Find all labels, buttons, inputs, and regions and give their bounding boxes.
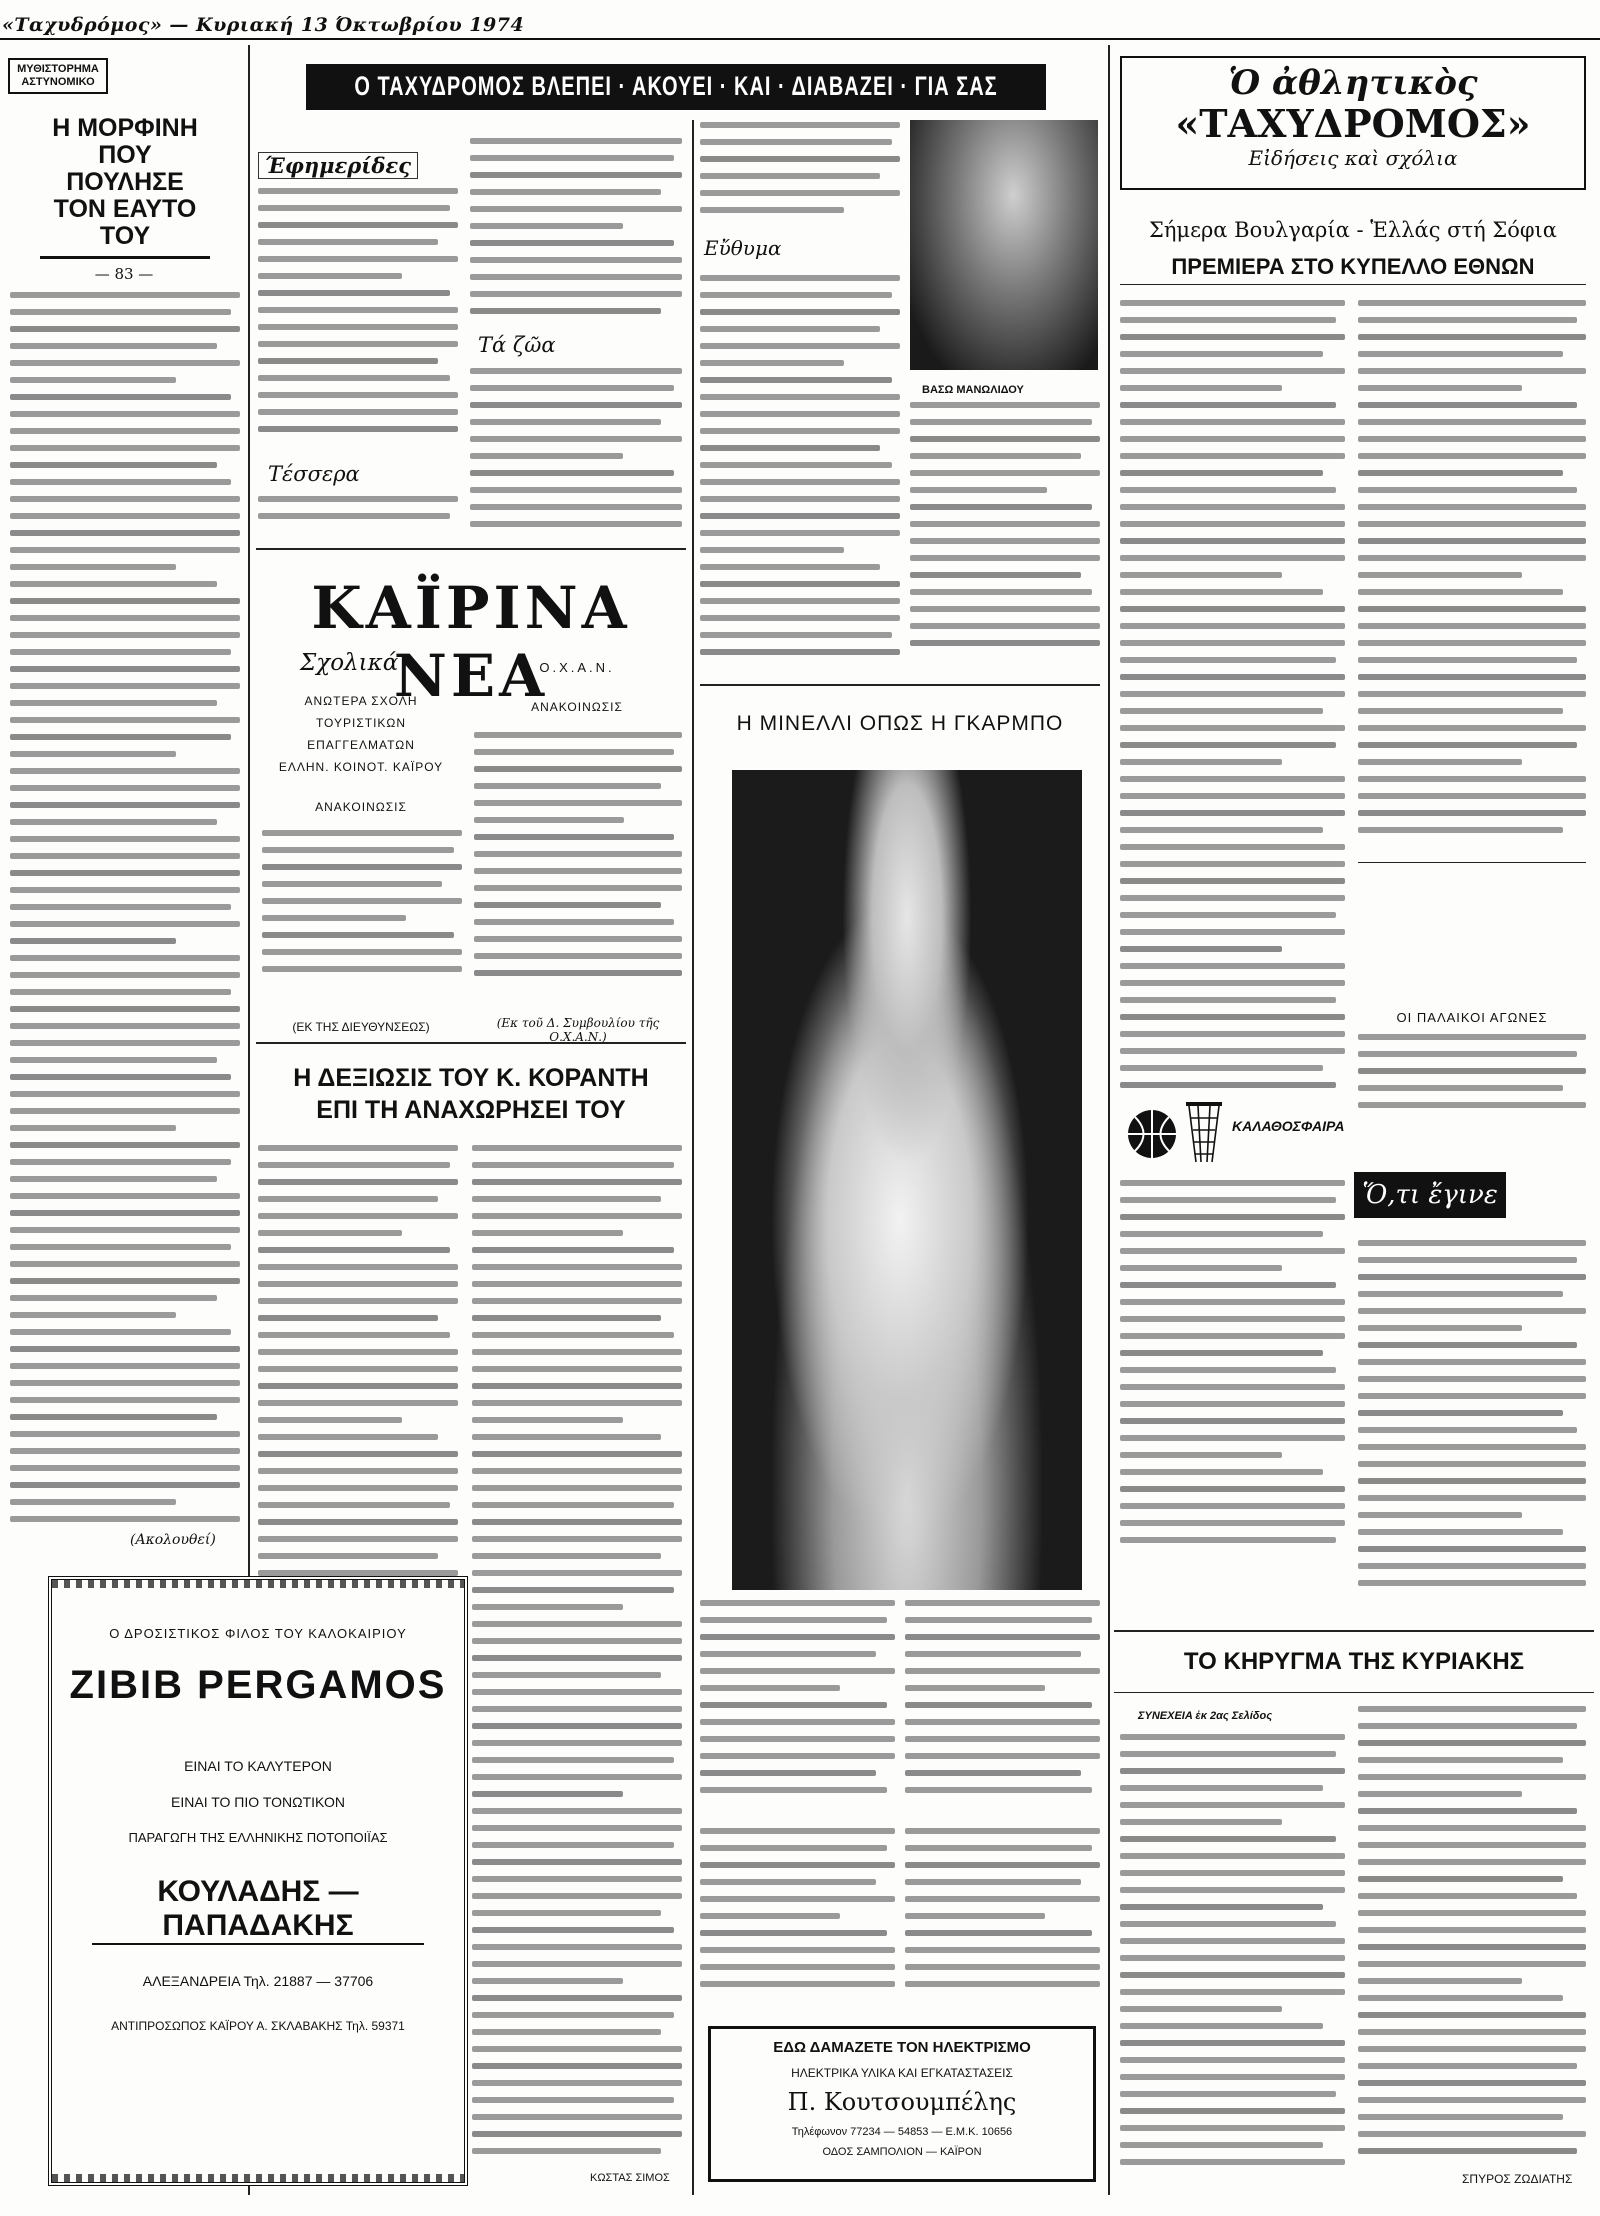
efthymia-body <box>700 275 900 675</box>
photo-caption: ΒΑΣΩ ΜΑΝΩΛΙΔΟΥ <box>922 384 1024 396</box>
efimerides-body <box>258 188 458 448</box>
kairina-left-sub: ΑΝΑΚΟΙΝΩΣΙΣ <box>315 800 407 814</box>
dexiosis-author: ΚΩΣΤΑΣ ΣΙΜΟΣ <box>590 2172 670 2184</box>
kairina-left-body <box>262 830 462 992</box>
serial-label-box <box>8 58 108 94</box>
basket-label: ΚΑΛΑΘΟΣΦΑΙΡΑ <box>1232 1118 1345 1134</box>
zibib-brand: ZIBIB PERGAMOS <box>69 1663 447 1707</box>
column-rule <box>1108 45 1110 2195</box>
dexiosis-body-right <box>472 1145 682 2180</box>
minelli-caption-right <box>905 1600 1100 1810</box>
sports-headline: ΠΡΕΜΙΕΡΑ ΣΤΟ ΚΥΠΕΛΛΟ ΕΘΝΩΝ <box>1120 254 1586 285</box>
column4-top-text <box>700 122 900 222</box>
serial-label: ΜΥΘΙΣΤΟΡΗΜΑ ΑΣΤΥΝΟΜΙΚΟ <box>17 63 99 88</box>
electric-phones: Τηλέφωνον 77234 — 54853 — Ε.Μ.Κ. 10656 <box>791 2126 1013 2138</box>
sports-masthead-2: «ΤΑΧΥΔΡΟΜΟΣ» <box>1175 101 1531 146</box>
kirygma-continued: ΣΥΝΕΧΕΙΑ ἐκ 2ας Σελίδος <box>1138 1710 1273 1722</box>
masthead-strip <box>306 64 1046 110</box>
minelli-body-left <box>700 1828 895 2008</box>
zibib-line1: ΕΙΝΑΙ ΤΟ ΚΑΛΥΤΕΡΟΝ <box>184 1758 332 1774</box>
basket-net-icon <box>1186 1102 1222 1172</box>
electric-line1: ΗΛΕΚΤΡΙΚΑ ΥΛΙΚΑ ΚΑΙ ΕΓΚΑΤΑΣΤΑΣΕΙΣ <box>791 2066 1013 2080</box>
serial-signoff: (Ακολουθεί) <box>130 1532 216 1548</box>
electric-address: ΟΔΟΣ ΣΑΜΠΟΛΙΟΝ — ΚΑΪΡΟΝ <box>822 2146 982 2158</box>
oti-egine-body <box>1358 1240 1586 1625</box>
electric-headline: ΕΔΩ ΔΑΜΑΖΕΤΕ ΤΟΝ ΗΛΕΚΤΡΙΣΜΟ <box>773 2039 1031 2056</box>
running-head: «Ταχυδρόμος» — Κυριακή 13 Όκτωβρίου 1974 <box>2 14 525 36</box>
minelli-photo <box>732 770 1082 1590</box>
zibib-line2: ΕΙΝΑΙ ΤΟ ΠΙΟ ΤΟΝΩΤΙΚΟΝ <box>171 1794 345 1810</box>
school-line: ΤΟΥΡΙΣΤΙΚΩΝ <box>315 716 407 730</box>
serial-title <box>40 115 210 259</box>
sports-body-left <box>1120 300 1345 1100</box>
sports-body-right <box>1358 300 1586 860</box>
kairina-right-source: (Εκ τοῦ Δ. Συμβουλίου τῆς Ο.Χ.Α.Ν.) <box>496 1016 660 1044</box>
kirygma-rule <box>1114 1630 1594 1632</box>
sports-masthead-1: Ὁ ἀθλητικὸς <box>1228 63 1478 103</box>
kairina-right-sub: ΑΝΑΚΟΙΝΩΣΙΣ <box>531 700 623 714</box>
serial-number: — 83 — <box>94 265 154 283</box>
kairina-right-head: Ο.Χ.Α.Ν. <box>539 660 615 675</box>
sports-kicker: Σήμερα Βουλγαρία - Ἑλλάς στή Σόφια <box>1149 218 1557 242</box>
minelli-title: Η ΜΙΝΕΛΛΙ ΟΠΩΣ Η ΓΚΑΡΜΠΟ <box>736 712 1064 735</box>
dexiosis-rule <box>256 1042 686 1044</box>
minelli-caption-left <box>700 1600 895 1810</box>
oti-egine-text: Ὅ,τι ἔγινε <box>1362 1180 1498 1210</box>
ta-zoa-head: Τά ζῶα <box>478 333 556 357</box>
school-line: ΑΝΩΤΕΡΑ ΣΧΟΛΗ <box>304 694 418 708</box>
kairina-left-head: Σχολικά <box>300 650 399 676</box>
serial-body-text <box>10 292 240 1527</box>
kairina-title: ΚΑΪΡΙΝΑ ΝΕΑ <box>311 574 631 710</box>
zibib-address: ΑΛΕΞΑΝΔΡΕΙΑ Τηλ. 21887 — 37706 <box>142 1973 374 1989</box>
sports-masthead-sub: Εἰδήσεις καὶ σχόλια <box>1248 146 1458 170</box>
school-block <box>256 690 466 778</box>
portrait-photo <box>910 120 1098 370</box>
sports-divider <box>1120 862 1586 863</box>
sports-masthead <box>1120 56 1586 190</box>
zibib-ad <box>48 1576 468 2186</box>
efthymia-head: Εὔθυμα <box>704 236 782 260</box>
sports-subhead: ΟΙ ΠΑΛΑΙΚΟΙ ΑΓΩΝΕΣ <box>1396 1010 1548 1025</box>
kairina-right-body <box>474 732 682 1002</box>
kairina-rule <box>256 548 686 550</box>
efimerides-head: Έφημερίδες <box>258 152 418 179</box>
ta-zoa-body <box>470 368 682 536</box>
tessera-body <box>258 496 458 536</box>
kirygma-body-right <box>1358 1706 1586 2161</box>
top-rule <box>0 38 1600 40</box>
zibib-line3: ΠΑΡΑΓΩΓΗ ΤΗΣ ΕΛΛΗΝΙΚΗΣ ΠΟΤΟΠΟΙΪΑΣ <box>128 1830 388 1845</box>
sports-subhead-body <box>1358 1034 1586 1134</box>
electric-name: Π. Κουτσουμπέλης <box>787 2088 1017 2116</box>
electric-ad <box>708 2026 1096 2182</box>
basket-body <box>1120 1180 1345 1590</box>
serial-title-text: Η ΜΟΡΦΙΝΗ ΠΟΥ ΠΟΥΛΗΣΕ ΤΟΝ ΕΑΥΤΟ ΤΟΥ <box>52 114 198 250</box>
minelli-rule <box>700 684 1100 686</box>
kirygma-author: ΣΠΥΡΟΣ ΖΩΔΙΑΤΗΣ <box>1462 2172 1573 2186</box>
kairina-left-source: (ΕΚ ΤΗΣ ΔΙΕΥΘΥΝΣΕΩΣ) <box>292 1020 430 1034</box>
tessera-head: Τέσσερα <box>268 462 360 486</box>
photo-caption-body <box>910 402 1100 672</box>
dexiosis-title: Η ΔΕΞΙΩΣΙΣ ΤΟΥ Κ. ΚΟΡΑΝΤΗ ΕΠΙ ΤΗ ΑΝΑΧΩΡΗΣΕΙ ΤΟΥ <box>293 1064 649 1124</box>
kirygma-subrule <box>1114 1692 1594 1693</box>
oti-egine-box <box>1354 1172 1506 1218</box>
column-rule <box>692 120 694 2195</box>
zibib-tagline: Ο ΔΡΟΣΙΣΤΙΚΟΣ ΦΙΛΟΣ ΤΟΥ ΚΑΛΟΚΑΙΡΙΟΥ <box>109 1626 407 1641</box>
basketball-icon <box>1126 1108 1178 1160</box>
zibib-maker: ΚΟΥΛΑΔΗΣ — ΠΑΠΑΔΑΚΗΣ <box>92 1875 424 1945</box>
zibib-agent: ΑΝΤΙΠΡΟΣΩΠΟΣ ΚΑΪΡΟΥ Α. ΣΚΛΑΒΑΚΗΣ Τηλ. 59371 <box>111 2019 405 2033</box>
column3-top-text <box>470 138 682 328</box>
kirygma-title: ΤΟ ΚΗΡΥΓΜΑ ΤΗΣ ΚΥΡΙΑΚΗΣ <box>1183 1648 1525 1675</box>
kirygma-body-left <box>1120 1734 1345 2184</box>
school-line: ΕΛΛΗΝ. ΚΟΙΝΟΤ. ΚΑΪΡΟΥ <box>278 760 444 774</box>
school-line: ΕΠΑΓΓΕΛΜΑΤΩΝ <box>307 738 415 752</box>
minelli-body-right <box>905 1828 1100 2008</box>
masthead-strip-text: Ο ΤΑΧΥΔΡΟΜΟΣ ΒΛΕΠΕΙ · ΑΚΟΥΕΙ · ΚΑΙ · ΔΙΑΒΑΖΕΙ · ΓΙΑ ΣΑΣ <box>354 72 998 102</box>
